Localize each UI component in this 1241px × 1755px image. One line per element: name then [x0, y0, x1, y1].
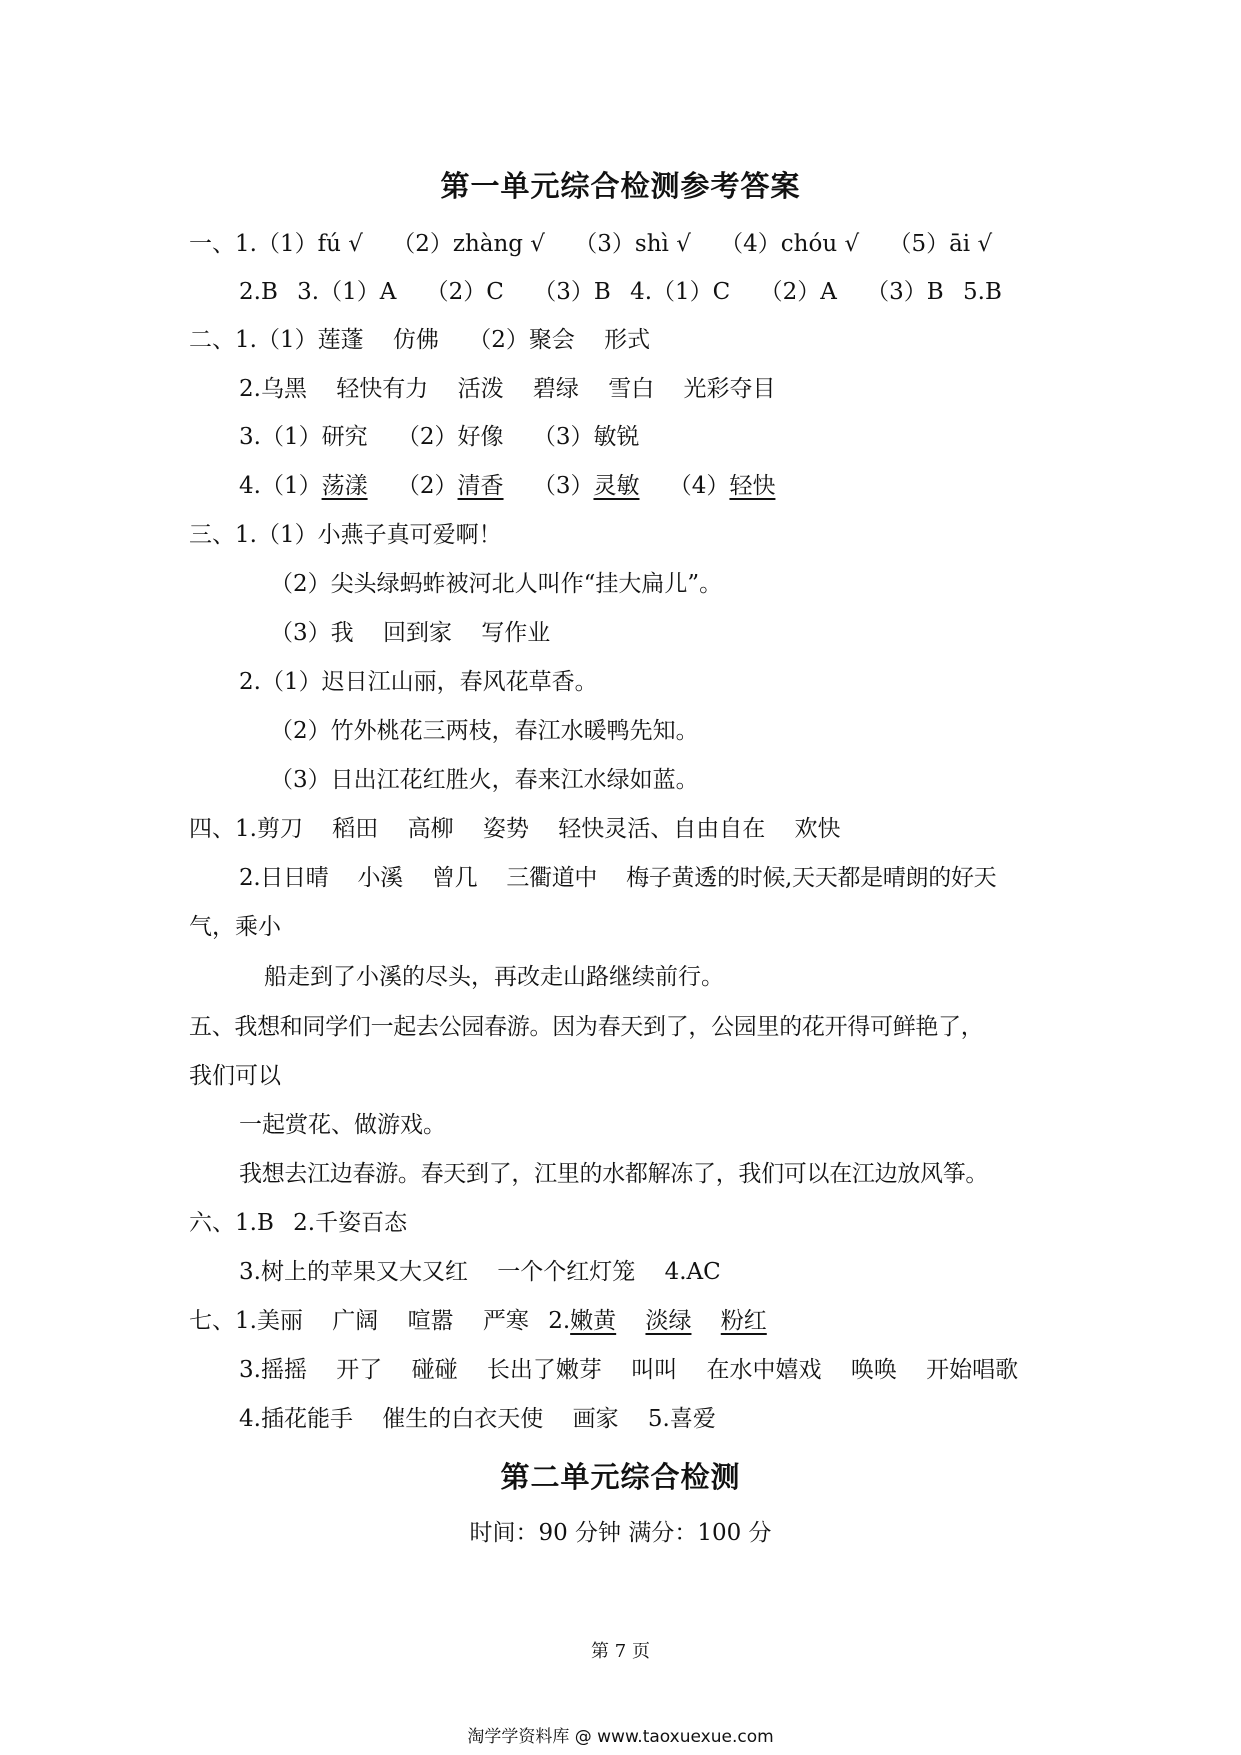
- s5-line1: 五、我想和同学们一起去公园春游。因为春天到了，公园里的花开得可鲜艳了，: [189, 1014, 984, 1040]
- s7-line2: 3.摇摇 开了 碰碰 长出了嫩芽 叫叫 在水中嬉戏 唤唤 开始唱歌: [239, 1357, 1019, 1383]
- s2-line3: 3.（1）研究 （2）好像 （3）敏锐: [239, 424, 640, 450]
- s6-line2: 3.树上的苹果又大又红 一个个红灯笼 4.AC: [239, 1259, 721, 1285]
- s3-line1: 三、1.（1）小燕子真可爱啊！: [189, 522, 502, 548]
- s3-line6: （3）日出江花红胜火，春来江水绿如蓝。: [270, 767, 699, 793]
- time-info: 时间：90 分钟 满分：100 分: [469, 1520, 772, 1546]
- s6-line1: 六、1.B 2.千姿百态: [189, 1210, 408, 1236]
- s3-line2: （2）尖头绿蚂蚱被河北人叫作“挂大扁儿”。: [270, 571, 723, 597]
- s3-line4: 2.（1）迟日江山丽，春风花草香。: [239, 669, 598, 695]
- s3-line3: （3）我 回到家 写作业: [270, 620, 551, 646]
- s4-line1: 四、1.剪刀 稻田 高柳 姿势 轻快灵活、自由自在 欢快: [189, 816, 841, 842]
- underlined-answer: 嫩黄: [570, 1308, 617, 1334]
- s5-line3: 一起赏花、做游戏。: [239, 1112, 446, 1138]
- underlined-answer: 清香: [457, 473, 504, 499]
- answer-key-title: 第一单元综合检测参考答案: [440, 169, 801, 203]
- s5-line2: 我们可以: [189, 1063, 281, 1089]
- s4-line2: 2.日日晴 小溪 曾几 三衢道中 梅子黄透的时候,天天都是晴朗的好天: [239, 865, 997, 891]
- watermark-text: 淘学学资料库 @ www.taoxuexue.com: [467, 1727, 774, 1747]
- s2-line2: 2.乌黑 轻快有力 活泼 碧绿 雪白 光彩夺目: [239, 376, 776, 402]
- s2-line1: 二、1.（1）莲蓬 仿佛 （2）聚会 形式: [189, 327, 651, 353]
- s4-line3: 气，乘小: [189, 914, 281, 940]
- s7-line3: 4.插花能手 催生的白衣天使 画家 5.喜爱: [239, 1406, 716, 1432]
- s1-line1: 一、1.（1）fú √ （2）zhàng √ （3）shì √ （4）chóu √ （5）āi √: [189, 231, 993, 257]
- underlined-answer: 荡漾: [321, 473, 368, 499]
- unit2-title: 第二单元综合检测: [500, 1460, 741, 1494]
- s5-line4: 我想去江边春游。春天到了，江里的水都解冻了，我们可以在江边放风筝。: [239, 1161, 989, 1187]
- underlined-answer: 淡绿: [645, 1308, 692, 1334]
- s1-line2: 2.B 3.（1）A （2）C （3）B 4.（1）C （2）A （3）B 5.B: [239, 279, 1002, 305]
- s3-line5: （2）竹外桃花三两枝，春江水暖鸭先知。: [270, 718, 699, 744]
- s2-line4: 4.（1）荡漾 （2）清香 （3）灵敏 （4）轻快: [239, 473, 776, 499]
- s7-line1: 七、1.美丽 广阔 喧嚣 严寒 2.嫩黄 淡绿 粉红: [189, 1308, 767, 1334]
- underlined-answer: 灵敏: [593, 473, 640, 499]
- s4-line4: 船走到了小溪的尽头，再改走山路继续前行。: [264, 964, 724, 990]
- underlined-answer: 轻快: [729, 473, 776, 499]
- underlined-answer: 粉红: [720, 1308, 767, 1334]
- page-number: 第 7 页: [591, 1641, 650, 1662]
